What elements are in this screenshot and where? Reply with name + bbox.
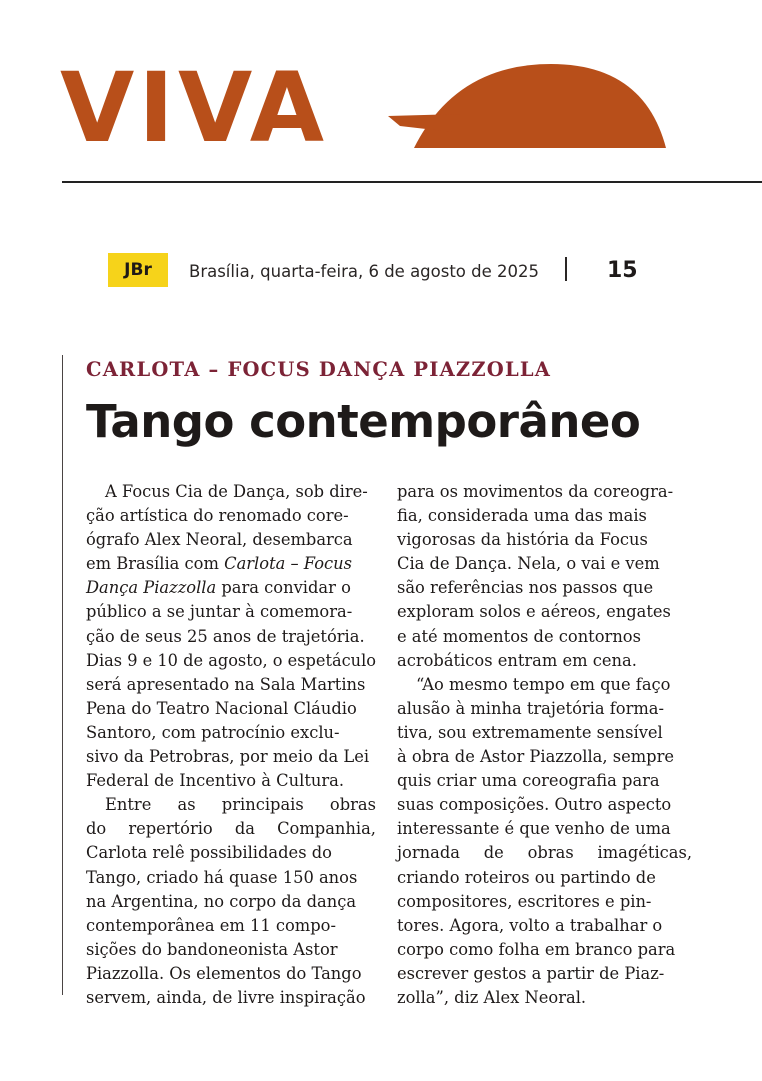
article-title-italic: Dança Piazzolla — [86, 578, 217, 598]
logo-beak-shape — [388, 114, 460, 132]
article-text-line: ógrafo Alex Neoral, desembarca — [86, 530, 353, 550]
article-text-line: ção artística do renomado core- — [86, 506, 349, 526]
logo-dome-shape — [414, 64, 666, 148]
article-headline: Tango contemporâneo — [86, 395, 641, 448]
article-text-line: são referências nos passos que — [397, 578, 654, 598]
article-text-line: público a se juntar à comemora- — [86, 602, 353, 622]
article-text-line: quis criar uma coreografia para — [397, 771, 660, 791]
article-text-line: fia, considerada uma das mais — [397, 506, 647, 526]
article-text-line: “Ao mesmo tempo em que faço — [416, 674, 671, 694]
article-text-line: jornada de obras imagéticas, — [397, 843, 693, 863]
section-title: VIVA — [60, 52, 329, 164]
masthead-divider — [62, 181, 762, 183]
article-text-line: servem, ainda, de livre inspiração — [86, 987, 366, 1007]
page-number: 15 — [607, 258, 638, 283]
article-text-line: na Argentina, no corpo da dança — [86, 891, 357, 911]
article-text-line: para os movimentos da coreogra- — [397, 482, 674, 501]
article-text-line: Entre as principais obras — [105, 795, 376, 815]
article-text-line: sivo da Petrobras, por meio da Lei — [86, 747, 370, 767]
article-text-line: Pena do Teatro Nacional Cláudio — [86, 698, 357, 718]
article-text-line — [86, 576, 376, 600]
article-text-fragment: para convidar o — [216, 578, 351, 598]
article-text-line: do repertório da Companhia, — [86, 819, 376, 839]
article-side-rule — [62, 355, 63, 995]
brand-badge: JBr — [108, 253, 168, 287]
article-text-line: exploram solos e aéreos, engates — [397, 602, 671, 622]
article-text-line: ção de seus 25 anos de trajetória. — [86, 626, 365, 646]
article-text-line: Dias 9 e 10 de agosto, o espetáculo — [86, 650, 377, 670]
article-text-line: suas composições. Outro aspecto — [397, 795, 672, 815]
article-text-line: criando roteiros ou partindo de — [397, 867, 656, 887]
article-text-line: corpo como folha em branco para — [397, 939, 676, 959]
article-text-line: tores. Agora, volto a trabalhar o — [397, 915, 663, 935]
article-text-line: compositores, escritores e pin- — [397, 891, 652, 911]
article-column-left — [86, 480, 376, 1010]
article-text-line: Carlota relê possibilidades do — [86, 843, 332, 863]
dateline: Brasília, quarta-feira, 6 de agosto de 2025 — [189, 262, 540, 281]
article-text-line: interessante é que venho de uma — [397, 819, 671, 839]
article-column-right — [397, 480, 692, 1010]
article-text-line: alusão à minha trajetória forma- — [397, 698, 665, 718]
article-text-line: será apresentado na Sala Martins — [86, 674, 366, 694]
article-text-line: escrever gestos a partir de Piaz- — [397, 963, 665, 983]
article-text-fragment: em Brasília com — [86, 554, 225, 574]
article-text-line: vigorosas da história da Focus — [397, 530, 648, 550]
article-text-line: Tango, criado há quase 150 anos — [86, 867, 358, 887]
article-text-line: à obra de Astor Piazzolla, sempre — [397, 747, 674, 767]
article-text-line: Piazzolla. Os elementos do Tango — [86, 963, 362, 983]
article-title-italic: Carlota – Focus — [224, 554, 352, 574]
article-text-line: acrobáticos entram em cena. — [397, 650, 637, 670]
header-divider — [565, 257, 567, 281]
article-kicker: CARLOTA – FOCUS DANÇA PIAZZOLLA — [86, 358, 552, 381]
article-text-line: A Focus Cia de Dança, sob dire- — [105, 482, 368, 501]
article-text-line: sições do bandoneonista Astor — [86, 939, 338, 959]
article-text-line: e até momentos de contornos — [397, 626, 641, 646]
article-text-line: Santoro, com patrocínio exclu- — [86, 722, 340, 742]
article-text-line: Federal de Incentivo à Cultura. — [86, 771, 345, 791]
article-text-line: Cia de Dança. Nela, o vai e vem — [397, 554, 660, 574]
section-logo-graphic — [386, 62, 668, 152]
article-text-line: tiva, sou extremamente sensível — [397, 722, 663, 742]
article-text-line: zolla”, diz Alex Neoral. — [397, 987, 587, 1007]
article-text-line: contemporânea em 11 compo- — [86, 915, 336, 935]
article-text-line — [86, 552, 376, 576]
